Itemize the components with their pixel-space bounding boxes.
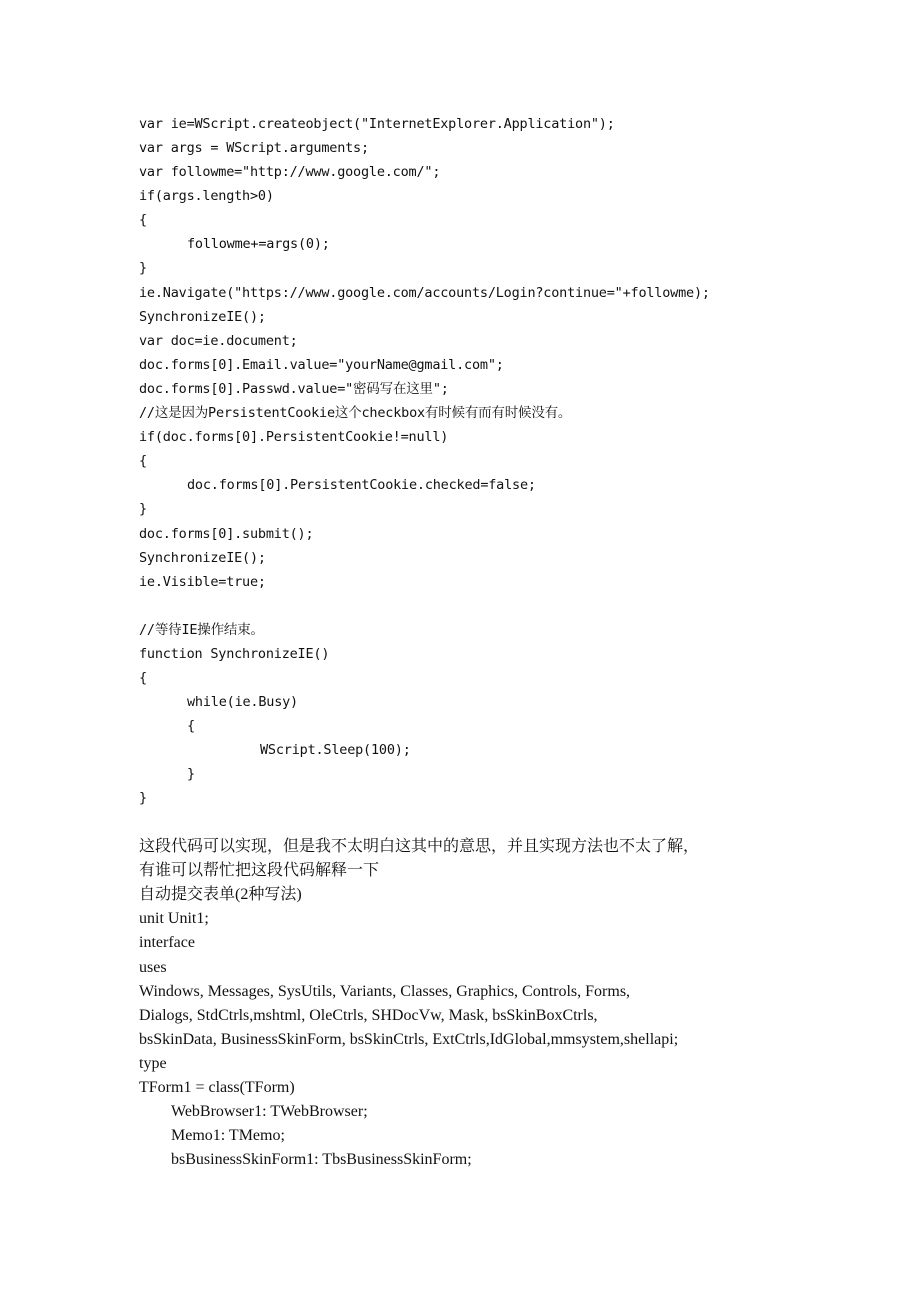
code-line: if(args.length>0) [139,188,274,204]
code-line: doc.forms[0].Passwd.value="密码写在这里"; [139,381,449,397]
paragraph-line: 有谁可以帮忙把这段代码解释一下 [139,862,380,879]
paragraph-line: uses [139,959,167,976]
paragraph-line: type [139,1055,167,1072]
code-line: WScript.Sleep(100); [260,742,411,758]
code-line: var doc=ie.document; [139,333,298,349]
code-line: doc.forms[0].Email.value="yourName@gmail.com"; [139,357,504,373]
paragraph-line: Dialogs, StdCtrls,mshtml, OleCtrls, SHDocVw, Mask, bsSkinBoxCtrls, [139,1007,598,1024]
paragraph-line: Windows, Messages, SysUtils, Variants, Classes, Graphics, Controls, Forms, [139,983,631,1000]
code-line: { [187,718,195,734]
code-line: var args = WScript.arguments; [139,140,369,156]
code-line: } [139,260,147,276]
code-line: { [139,670,147,686]
paragraph-line: unit Unit1; [139,910,209,927]
code-line: ie.Navigate("https://www.google.com/accounts/Login?continue="+followme); [139,285,710,301]
code-line: SynchronizeIE(); [139,309,266,325]
code-line: followme+=args(0); [187,236,330,252]
paragraph-line: TForm1 = class(TForm) [139,1079,295,1096]
code-line: var ie=WScript.createobject("InternetExplorer.Application"); [139,116,615,132]
code-line: ie.Visible=true; [139,574,266,590]
code-line: } [139,501,147,517]
section-heading: 自动提交表单(2种写法) [139,886,302,903]
code-line: { [139,453,147,469]
code-line: function SynchronizeIE() [139,646,330,662]
paragraph-line: bsSkinData, BusinessSkinForm, bsSkinCtrls, ExtCtrls,IdGlobal,mmsystem,shellapi; [139,1031,679,1048]
code-line: var followme="http://www.google.com/"; [139,164,441,180]
code-line: while(ie.Busy) [187,694,298,710]
code-line: SynchronizeIE(); [139,550,266,566]
code-line: } [187,766,195,782]
paragraph-line: WebBrowser1: TWebBrowser; [171,1103,368,1120]
code-line: doc.forms[0].PersistentCookie.checked=false; [187,477,536,493]
paragraph-line: Memo1: TMemo; [171,1127,285,1144]
code-line: if(doc.forms[0].PersistentCookie!=null) [139,429,449,445]
code-line: //等待IE操作结束。 [139,622,264,638]
code-line: { [139,212,147,228]
code-line: //这是因为PersistentCookie这个checkbox有时候有而有时候没有。 [139,405,572,421]
paragraph-line: bsBusinessSkinForm1: TbsBusinessSkinForm; [171,1151,472,1168]
code-line: } [139,790,147,806]
paragraph-line: 这段代码可以实现，但是我不太明白这其中的意思，并且实现方法也不太了解， [139,838,700,855]
paragraph-line: interface [139,934,195,951]
code-line: doc.forms[0].submit(); [139,526,314,542]
